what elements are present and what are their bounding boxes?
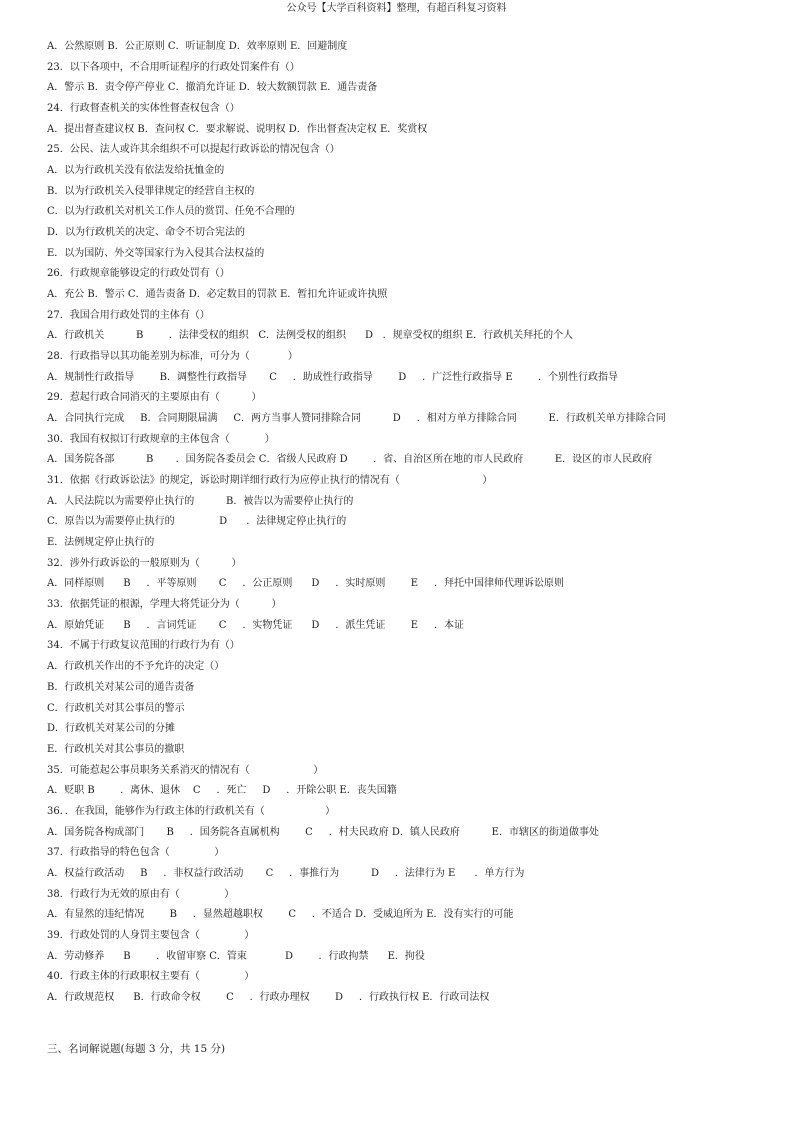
text-line: E．法例规定停止执行的	[47, 537, 155, 549]
text-line: 25．公民、法人或许其余组织不可以提起行政诉讼的情况包含（）	[47, 144, 340, 156]
text-line: 35．可能惹起公事员职务关系消灭的情况有（ ）	[47, 764, 324, 776]
text-line: 29．惹起行政合同消灭的主要原由有（ ）	[47, 392, 262, 404]
text-line: 26．行政规章能够设定的行政处罚有（）	[47, 268, 230, 280]
text-line: 24．行政督查机关的实体性督查权包含（）	[47, 103, 240, 115]
text-line: E．行政机关对其公事员的撤职	[47, 743, 185, 755]
text-line: A．劳动修养 B ．收留审察 C．管束 D ．行政拘禁 E．拘役	[47, 950, 425, 962]
text-line: A．国务院各构成部门 B ．国务院各直属机构 C ．村夫民政府 D．镇人民政府 E．市辖区的街道做事处	[47, 826, 599, 838]
text-line: E．以为国防、外交等国家行为入侵其合法权益的	[47, 247, 265, 259]
text-line: 28．行政指导以其功能差别为标准，可分为（ ）	[47, 351, 298, 363]
section-title: 三、名词解说题(每题 3 分，共 15 分)	[47, 1043, 226, 1055]
text-line: 31．依据《行政诉讼法》的规定，诉讼时期详细行政行为应停止执行的情况有（ ）	[47, 475, 493, 487]
text-line: 30．我国有权拟订行政规章的主体包含（ ）	[47, 433, 275, 445]
text-line: 38．行政行为无效的原由有（ ）	[47, 888, 235, 900]
text-line: 34．不属于行政复议范围的行政行为有（）	[47, 640, 240, 652]
text-line: C．原告以为需要停止执行的 D ．法律规定停止执行的	[47, 516, 347, 528]
text-line: A．公然原则 B．公正原则 C．听证制度 D．效率原则 E．回避制度	[47, 41, 348, 52]
text-line: A．合同执行完成 B．合同期限届满 C．两方当事人赞同排除合同 D ．相对方单方排除合同 E．行政机关单方排除合同	[47, 413, 666, 425]
text-line: 37．行政指导的特色包含（ ）	[47, 847, 225, 859]
text-line: A．同样原则 B ．平等原则 C ．公正原则 D ．实时原则 E ．拜托中国律师代理诉讼原则	[47, 578, 564, 590]
text-line: A．原始凭证 B ．言词凭证 C ．实物凭证 D ．派生凭证 E ．本证	[47, 619, 464, 631]
text-line: A．提出督查建议权 B．查问权 C．要求解说、说明权 D．作出督查决定权 E．奖赏权	[47, 123, 428, 135]
text-line: D．行政机关对某公司的分摊	[47, 723, 176, 735]
text-line: A．规制性行政指导 B．调整性行政指导 C ．助成性行政指导 D ．广泛性行政指导 E ．个别性行政指导	[47, 371, 619, 383]
text-line: A．警示 B．责令停产停业 C．撤消允许证 D．较大数额罚款 E．通告责备	[47, 82, 378, 94]
text-line: A．贬职 B ．离休、退休 C ．死亡 D ．开除公职 E．丧失国籍	[47, 785, 397, 797]
text-line: D．以为行政机关的决定、命令不切合宪法的	[47, 227, 246, 239]
text-line: A．有显然的违纪情况 B ．显然超越职权 C ．不适合 D．受威迫所为 E．没有实行的可能	[47, 909, 514, 921]
text-line: C．以为行政机关对机关工作人员的赏罚、任免不合理的	[47, 206, 295, 218]
text-line: A．权益行政活动 B ．非权益行政活动 C ．事推行为 D ．法律行为 E ．单方行为	[47, 867, 525, 879]
text-line: A．以为行政机关没有依法发给抚恤金的	[47, 165, 225, 177]
text-line: 33．依据凭证的根源，学理大将凭证分为（ ）	[47, 599, 282, 611]
text-line: 32．涉外行政诉讼的一般原则为（ ）	[47, 557, 242, 569]
text-line: 40．行政主体的行政职权主要有（ ）	[47, 971, 255, 983]
text-line: 27．我国合用行政处罚的主体有（）	[47, 309, 210, 321]
text-line: A．行政机关 B ．法律受权的组织 C．法例受权的组织 D ．规章受权的组织 E．行政机关拜托的个人	[47, 330, 574, 342]
text-line: A．国务院各部 B ．国务院各委员会 C．省级人民政府 D ．省、自治区所在地的市人民政府 E．设区的市人民政府	[47, 454, 653, 466]
text-line: B．以为行政机关入侵罪律规定的经营自主权的	[47, 185, 255, 197]
text-line: A．行政规范权 B．行政命令权 C ．行政办理权 D ．行政执行权 E．行政司法权	[47, 991, 490, 1003]
text-line: A．行政机关作出的不予允许的决定（）	[47, 661, 225, 673]
text-line: A．人民法院以为需要停止执行的 B．被告以为需要停止执行的	[47, 495, 354, 507]
text-line: A．充公 B．警示 C．通告责备 D．必定数目的罚款 E．暂扣允许证或许执照	[47, 289, 388, 301]
text-line: 23．以下各项中，不合用听证程序的行政处罚案件有（）	[47, 61, 300, 73]
question-list	[47, 37, 767, 1009]
text-line: C．行政机关对其公事员的警示	[47, 702, 185, 714]
text-line: 39．行政处罚的人身罚主要包含（ ）	[47, 929, 255, 941]
page-header: 公众号【大学百科资料】整理，有超百科复习资料	[286, 3, 507, 14]
text-line: 36．．在我国，能够作为行政主体的行政机关有（ ）	[47, 805, 336, 817]
text-line: B．行政机关对某公司的通告责备	[47, 681, 195, 693]
